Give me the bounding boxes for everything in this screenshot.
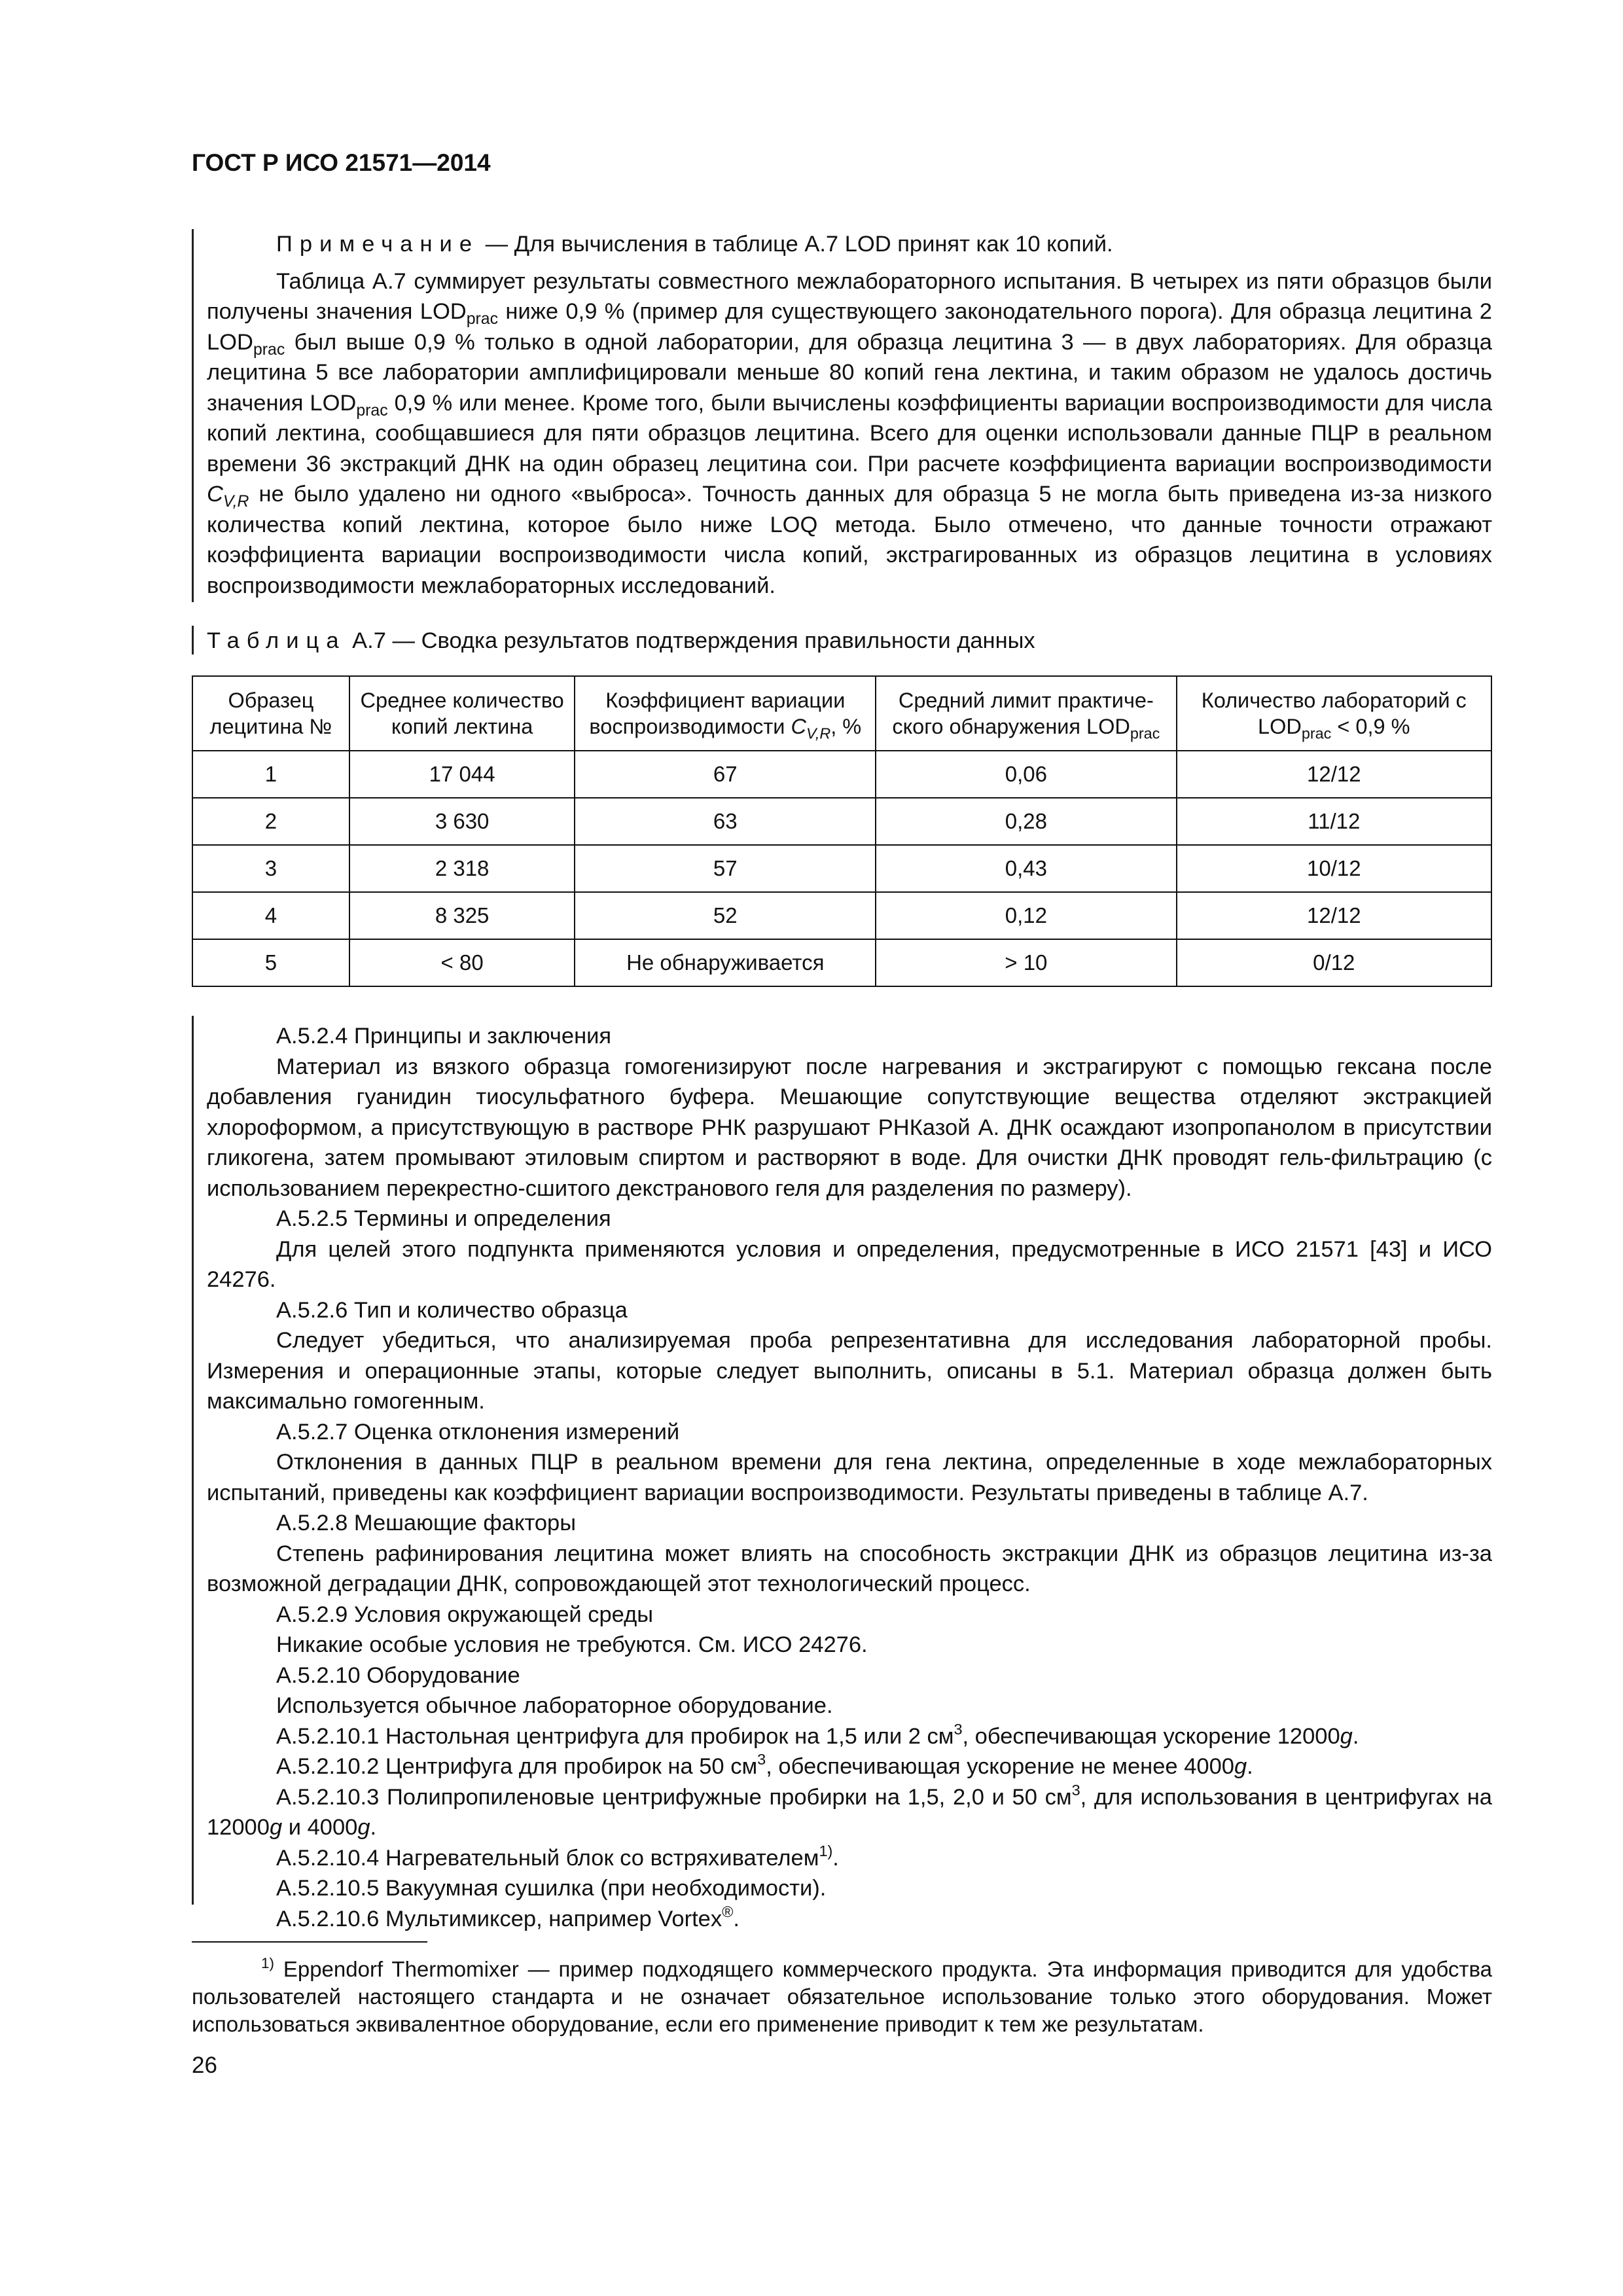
section-heading: А.5.2.7 Оценка отклонения измерений [276,1419,680,1444]
section-text: Используется обычное лабораторное оборудование. [276,1693,833,1718]
item-text: , обеспечивающая ускорение не менее 4000 [766,1754,1234,1779]
table-cell: 67 [575,751,876,798]
period: . [832,1845,839,1871]
subscript-prac: prac [253,340,285,359]
item-text: А.5.2.10.2 Центрифуга для пробирок на 50 см [276,1754,758,1779]
table-cell: > 10 [876,939,1176,986]
table-cell: 63 [575,798,876,845]
registered-mark: ® [722,1903,734,1920]
table-row [192,798,1491,845]
equipment-item [207,1721,1492,1752]
section-text: Степень рафинирования лецитина может влиять на способность экстракции ДНК из образцов лецитина из-за возможной деградации ДНК, сопровождающей этот технологический процесс. [207,1541,1492,1596]
footnote-mark: 1) [261,1954,274,1971]
table-cell: 3 [192,845,349,892]
equipment-item [207,1751,1492,1782]
col-header-lod-text: Средний лимит практического обнаружения LOD [892,689,1154,738]
section-a52 [207,1021,1492,1934]
col-header-labs-text: Количество лабораторий с LOD [1201,689,1467,738]
table-cell: 4 [192,892,349,939]
summary-text: 0,9 % или менее. Кроме того, были вычислены коэффициенты вариации воспроизводимости для числа копий лектина, сообщавшиеся для пяти образцов лецитина. Всего для оценки использовали данные ПЦР в реальном времени 36 экстракций ДНК на один образец лецитина сои. При расчете коэффициента вариации воспроизводимости [207,390,1493,476]
summary-text: не было удалено ни одного «выброса». Точность данных для образца 5 не могла быть приведена из-за низкого количества копий лектина, которое было ниже LOQ метода. Было отмечено, что данные точности отражают коэффициента вариации воспроизводимости числа копий, экстрагированных из образцов лецитина в условиях воспроизводимости межлабораторных исследований. [207,482,1492,598]
cv-symbol: C [207,482,223,507]
table-cell: 1 [192,751,349,798]
cv-subscript: V,R [806,725,831,742]
section-text: Для целей этого подпункта применяются условия и определения, предусмотренные в ИСО 21571 [43] и ИСО 24276. [207,1236,1492,1292]
item-text: А.5.2.10.4 Нагревательный блок со встряхивателем [276,1845,819,1871]
table-cell: 52 [575,892,876,939]
footnote-text: Eppendorf Thermomixer — пример подходящего коммерческого продукта. Эта информация приводится для удобства пользователей настоящего стандарта и не означает обязательное использование только этого оборудования. Может использоваться эквивалентное оборудование, если его применение приводит к тем же результатам. [192,1957,1492,2036]
g-unit: g [269,1815,283,1840]
col-header-cv-tail: , % [830,715,862,738]
summary-text: был выше 0,9 % только в одной лаборатории, для образца лецитина 3 — в двух лабораториях. Для образца лецитина 5 все лаборатории амплифицировали меньше 80 копий гена лектина, и таким образом не удалось достичь значения LOD [207,329,1492,416]
table-cell: 8 325 [349,892,575,939]
item-text: , обеспечивающая ускорение 12000 [962,1723,1340,1749]
table-label: Таблица [207,628,346,653]
g-unit: g [1340,1723,1353,1749]
table-cell: 3 630 [349,798,575,845]
col-header-sample: Образец лецитина № [192,676,349,751]
col-header-lod [876,676,1176,751]
table-cell: 2 [192,798,349,845]
document-header: ГОСТ Р ИСО 21571—2014 [192,149,491,176]
results-table [192,675,1492,987]
equipment-item [207,1782,1492,1843]
summary-paragraph [207,266,1492,601]
section-heading: А.5.2.4 Принципы и заключения [276,1024,612,1049]
table-row [192,845,1491,892]
table-cell: 12/12 [1177,751,1491,798]
intro-section [207,229,1492,601]
subscript-prac: prac [1130,725,1160,742]
section-heading: А.5.2.10 Оборудование [276,1662,520,1688]
subscript-prac: prac [356,401,388,420]
table-cell: 2 318 [349,845,575,892]
g-unit: g [1234,1754,1247,1779]
item-text: А.5.2.10.3 Полипропиленовые центрифужные пробирки на 1,5, 2,0 и 50 см [276,1784,1072,1810]
table-cell: 11/12 [1177,798,1491,845]
table-cell: 10/12 [1177,845,1491,892]
change-bar-bottom [192,1016,194,1905]
cv-symbol: C [791,715,806,738]
col-header-cv [575,676,876,751]
col-header-labs [1177,676,1491,751]
section-text: Отклонения в данных ПЦР в реальном времени для гена лектина, определенные в ходе межлабораторных испытаний, приведены как коэффициент вариации воспроизводимости. Результаты приведены в таблице А.7. [207,1450,1492,1505]
period: . [370,1815,377,1840]
subscript-prac: prac [1301,725,1332,742]
table-cell: 12/12 [1177,892,1491,939]
section-text: Следует убедиться, что анализируемая проба репрезентативна для исследования лабораторной пробы. Измерения и операционные этапы, которые следует выполнить, описаны в 5.1. Материал образца должен быть максимально гомогенным. [207,1328,1492,1414]
subscript-prac: prac [466,310,499,328]
page-number: 26 [192,2053,217,2078]
item-text: , для использования в центрифугах на 12000 [207,1784,1492,1840]
note-paragraph [207,229,1492,260]
cv-subscript: V,R [223,492,249,511]
footnote-divider [192,1941,427,1943]
note-text: — Для вычисления в таблице А.7 LOD принят как 10 копий. [479,232,1113,257]
item-text: А.5.2.10.6 Мультимиксер, например Vortex [276,1906,722,1931]
equipment-item [207,1904,1492,1935]
section-heading: А.5.2.8 Мешающие факторы [276,1511,577,1535]
table-cell: 0,43 [876,845,1176,892]
table-cell: 57 [575,845,876,892]
period: . [1352,1723,1359,1749]
g-unit: g [357,1815,370,1840]
section-text: Материал из вязкого образца гомогенизируют после нагревания и экстрагируют с помощью гексана после добавления гуанидин тиосульфатного буфера. Мешающие сопутствующие вещества отделяют экстракцией хлороформом, а присутствующую в растворе РНК разрушают РНКазой А. ДНК осаждают изопропанолом в присутствии гликогена, затем промывают этиловым спиртом и растворяют в воде. Для очистки ДНК проводят гель-фильтрацию (с использованием перекрестно-сшитого декстранового геля для разделения по размеру). [207,1054,1492,1201]
table-cell: 5 [192,939,349,986]
table-row [192,939,1491,986]
table-row [192,751,1491,798]
table-cell: Не обнаруживается [575,939,876,986]
table-title [207,626,1035,656]
note-label: Примечание [276,232,480,257]
superscript-cube: 3 [1071,1781,1080,1799]
section-heading: А.5.2.9 Условия окружающей среды [276,1602,654,1627]
table-header-row [192,676,1491,751]
superscript-cube: 3 [757,1750,766,1768]
equipment-item [207,1843,1492,1874]
period: . [733,1906,740,1931]
section-heading: А.5.2.6 Тип и количество образца [276,1297,628,1323]
table-cell: 0,06 [876,751,1176,798]
footnote [192,1956,1492,2038]
table-row [192,892,1491,939]
change-bar-top [192,229,194,602]
period: . [1247,1754,1253,1779]
table-cell: 0/12 [1177,939,1491,986]
col-header-cv-text: Коэффициент вариации воспроизводимости [589,689,846,738]
summary-text: Таблица А.7 суммирует результаты совместного межлабораторного испытания. В четырех из пяти образцов были получены значения LOD [207,268,1492,324]
col-header-copies: Среднее количество копий лектина [349,676,575,751]
change-bar-table-title [192,626,194,655]
table-cell: < 80 [349,939,575,986]
section-heading: А.5.2.5 Термины и определения [276,1206,611,1231]
superscript-cube: 3 [954,1720,963,1738]
item-text: и 4000 [282,1815,358,1840]
table-title-text: А.7 — Сводка результатов подтверждения правильности данных [346,628,1035,653]
table-cell: 0,12 [876,892,1176,939]
table-cell: 17 044 [349,751,575,798]
item-text: А.5.2.10.1 Настольная центрифуга для пробирок на 1,5 или 2 см [276,1723,954,1749]
section-text: Никакие особые условия не требуются. См. ИСО 24276. [276,1632,868,1657]
col-header-labs-tail: < 0,9 % [1331,715,1410,738]
footnote-reference[interactable]: 1) [819,1842,833,1859]
equipment-item: А.5.2.10.5 Вакуумная сушилка (при необходимости). [276,1876,827,1901]
table-cell: 0,28 [876,798,1176,845]
summary-text: ниже 0,9 % (пример для существующего законодательного порога). Для образца лецитина 2 LOD [207,299,1492,355]
